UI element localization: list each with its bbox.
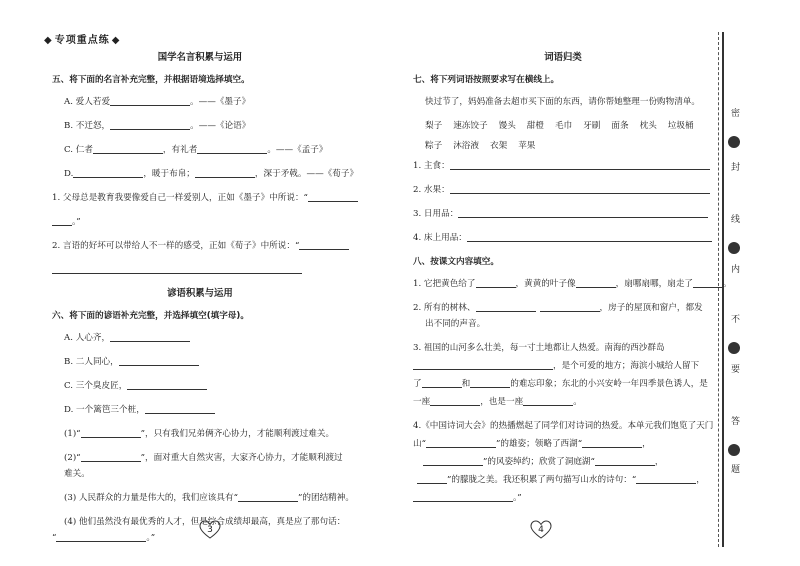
- section-title-proverbs: 谚语积累与运用: [167, 288, 233, 299]
- answer-blank[interactable]: [417, 474, 447, 484]
- q7-sub-2: 2. 水果：: [413, 184, 713, 196]
- answer-blank[interactable]: [73, 168, 143, 178]
- binding-char: 封: [731, 163, 741, 173]
- answer-blank[interactable]: [110, 120, 190, 130]
- q6-sub-4-cont: “ 。”: [52, 533, 156, 543]
- word-item: 速冻饺子: [453, 121, 488, 131]
- answer-blank[interactable]: [540, 302, 600, 312]
- binding-char: 要: [731, 365, 741, 375]
- q7-sub-1: 1. 主食：: [413, 160, 713, 172]
- q6-item-a: A. 人心齐，: [52, 332, 348, 344]
- word-item: 衣架: [490, 141, 508, 151]
- q5-item-c: C. 仁者 ，有礼者 。——《孟子》: [64, 145, 328, 155]
- q8-sub-4-l4: ”的朦胧之美。我还积累了两句描写山水的诗句：“ ，: [413, 474, 713, 486]
- q5-sub-2-cont: [52, 264, 348, 276]
- q5-item-a: A. 爱人若爱 。——《墨子》: [64, 97, 251, 107]
- question-8-title: 八、按课文内容填空。: [413, 257, 499, 267]
- answer-blank[interactable]: [299, 240, 349, 250]
- q8-sub-4: 4.《中国诗词大会》的热播燃起了同学们对诗词的热爱。本单元我们饱览了天门: [413, 421, 714, 431]
- q8-sub-4-l2: 山“ ”的雄姿；领略了西湖“ ，: [413, 439, 651, 449]
- binding-dot-icon: [728, 242, 740, 254]
- binding-dot-icon: [728, 136, 740, 148]
- q7-intro: 快过节了，妈妈准备去超市买下面的东西，请你帮她整理一份购物清单。: [425, 97, 701, 107]
- answer-blank[interactable]: [110, 332, 190, 342]
- answer-blank[interactable]: [450, 160, 710, 170]
- q6-item-b: B. 二人同心，: [52, 356, 348, 368]
- answer-blank[interactable]: [423, 456, 483, 466]
- answer-blank[interactable]: [145, 404, 215, 414]
- answer-blank[interactable]: [523, 396, 573, 406]
- answer-blank[interactable]: [476, 278, 516, 288]
- q7-word-bank: [413, 120, 715, 160]
- q8-sub-3-l4: 一座 ，也是一座 。: [413, 397, 582, 407]
- answer-blank[interactable]: [467, 232, 712, 242]
- word-item: 馒头: [498, 121, 516, 131]
- q6-sub-2-cont: 难关。: [64, 469, 90, 479]
- answer-blank[interactable]: [52, 216, 72, 226]
- word-item: 面条: [611, 121, 629, 131]
- answer-blank[interactable]: [426, 438, 496, 448]
- answer-blank[interactable]: [197, 144, 267, 154]
- answer-blank[interactable]: [636, 474, 696, 484]
- word-item: 梨子: [425, 121, 443, 131]
- q6-sub-4: (4) 他们虽然没有最优秀的人才，但是综合成绩却最高，真是应了那句话：: [64, 517, 346, 527]
- binding-char: 线: [731, 215, 741, 225]
- word-item: 牙刷: [583, 121, 601, 131]
- q6-sub-1: (1)“ ”，只有我们兄弟俩齐心协力，才能顺利渡过难关。: [64, 429, 335, 439]
- question-5-title: 五、将下面的名言补充完整，并根据语境选择填空。: [52, 75, 250, 85]
- answer-blank[interactable]: [52, 264, 302, 274]
- binding-char: 答: [731, 417, 741, 427]
- answer-blank[interactable]: [470, 378, 510, 388]
- q8-sub-2-cont: 出不同的声音。: [425, 319, 486, 329]
- section-badge: ◆ 专项重点练 ◆: [44, 31, 120, 46]
- q5-sub-2: 2. 言语的好坏可以带给人不一样的感受，正如《荀子》中所说：“: [52, 240, 348, 252]
- answer-blank[interactable]: [93, 144, 163, 154]
- question-7-title: 七、将下列词语按照要求写在横线上。: [413, 75, 560, 85]
- q8-sub-3: 3. 祖国的山河多么壮美，每一寸土地都让人热爱。南海的西沙群岛: [413, 343, 665, 353]
- right-page: [413, 52, 732, 516]
- word-item: 甜橙: [526, 121, 544, 131]
- answer-blank[interactable]: [450, 184, 710, 194]
- q6-item-c: C. 三个臭皮匠，: [52, 380, 348, 392]
- answer-blank[interactable]: [576, 278, 616, 288]
- binding-dot-icon: [728, 444, 740, 456]
- answer-blank[interactable]: [422, 378, 462, 388]
- binding-dashed-line: [718, 32, 720, 547]
- answer-blank[interactable]: [127, 380, 207, 390]
- answer-blank[interactable]: [195, 168, 255, 178]
- page-number-right: 4: [530, 520, 552, 540]
- q6-item-d: D. 一个篱笆三个桩，: [52, 404, 348, 416]
- word-item: 垃圾桶: [667, 121, 694, 131]
- answer-blank[interactable]: [110, 96, 190, 106]
- q8-sub-2: 2. 所有的树林、 ，房子的屋顶和窗户，都发: [413, 303, 703, 313]
- q7-sub-3: 3. 日用品：: [413, 208, 713, 220]
- question-6-title: 六、将下面的谚语补充完整，并选择填空(填字母)。: [52, 311, 249, 321]
- q5-item-d: D. ，暖于布帛； ，深于矛戟。——《荀子》: [64, 169, 359, 179]
- word-item: 沐浴液: [453, 141, 479, 151]
- q8-sub-1: 1. 它把黄色给了 ，黄黄的叶子像 ，扇哪扇哪，扇走了 。: [413, 279, 732, 289]
- binding-char: 不: [731, 315, 741, 325]
- answer-blank[interactable]: [476, 302, 536, 312]
- answer-blank[interactable]: [430, 396, 480, 406]
- q8-sub-3-l3: 了 和 的难忘印象；东北的小兴安岭一年四季景色诱人，是: [413, 379, 708, 389]
- answer-blank[interactable]: [595, 456, 655, 466]
- answer-blank[interactable]: [119, 356, 199, 366]
- answer-blank[interactable]: [238, 492, 298, 502]
- binding-char: 内: [731, 265, 741, 275]
- q5-sub-1: 1. 父母总是教育我要像爱自己一样爱别人，正如《墨子》中所说：“: [52, 192, 348, 204]
- q8-sub-3-l2: ，是个可爱的地方；海滨小城给人留下: [413, 360, 713, 372]
- binding-solid-line: [722, 32, 724, 547]
- q5-sub-1-cont: 。”: [52, 216, 348, 228]
- binding-dot-icon: [728, 342, 740, 354]
- answer-blank[interactable]: [458, 208, 708, 218]
- q6-sub-3: (3) 人民群众的力量是伟大的，我们应该具有“ ”的团结精神。: [64, 493, 354, 503]
- q7-sub-4: 4. 床上用品：: [413, 232, 713, 244]
- answer-blank[interactable]: [308, 192, 358, 202]
- page-number-left: 3: [199, 520, 221, 540]
- answer-blank[interactable]: [81, 452, 141, 462]
- left-page: [52, 52, 359, 556]
- answer-blank[interactable]: [582, 438, 642, 448]
- section-title-word-sort: 词语归类: [544, 52, 582, 63]
- binding-char: 题: [731, 465, 741, 475]
- word-item: 苹果: [518, 141, 536, 151]
- answer-blank[interactable]: [413, 360, 553, 370]
- q5-item-b: B. 不迁怒， 。——《论语》: [64, 121, 251, 131]
- binding-char: 密: [731, 109, 741, 119]
- q6-sub-2: (2)“ ”，面对重大自然灾害，大家齐心协力，才能顺利渡过: [64, 453, 343, 463]
- answer-blank[interactable]: [413, 492, 513, 502]
- answer-blank[interactable]: [56, 532, 146, 542]
- word-item: 枕头: [639, 121, 657, 131]
- q8-sub-4-l5: 。”: [413, 492, 713, 504]
- answer-blank[interactable]: [81, 428, 141, 438]
- word-item: 粽子: [425, 141, 443, 151]
- section-title-classics: 国学名言积累与运用: [157, 52, 243, 63]
- q8-sub-4-l3: ”的风姿绰约；欣赏了洞庭湖“ ，: [413, 456, 713, 468]
- word-item: 毛巾: [555, 121, 573, 131]
